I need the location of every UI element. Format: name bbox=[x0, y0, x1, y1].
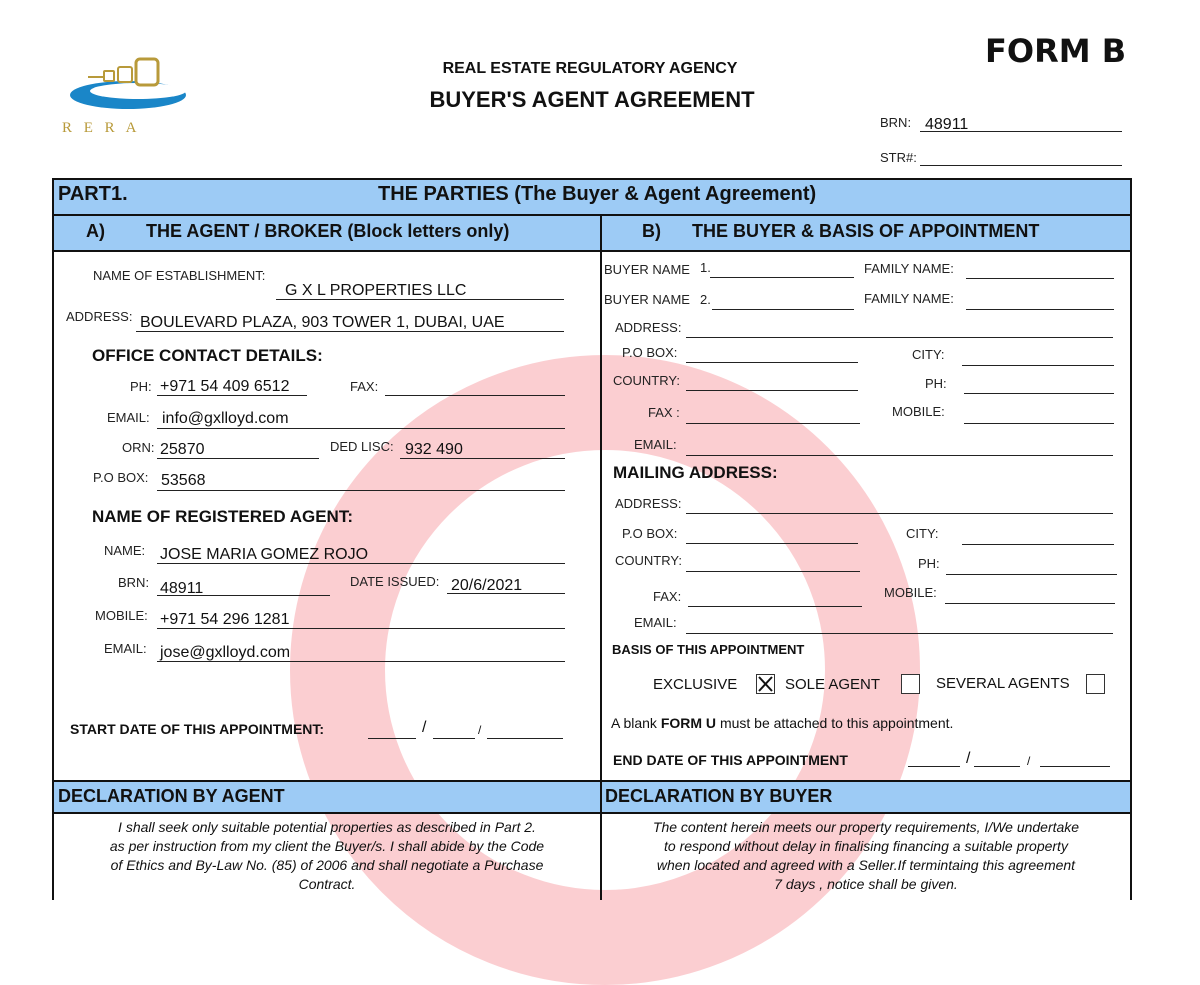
agent-text-line-2: as per instruction from my client the Buyer/s. I shall abide by the Code bbox=[109, 838, 545, 854]
mailing-address-label: ADDRESS: bbox=[615, 496, 682, 511]
address-value[interactable]: BOULEVARD PLAZA, 903 TOWER 1, DUBAI, UAE bbox=[140, 314, 505, 331]
mobile-value[interactable]: +971 54 296 1281 bbox=[160, 611, 290, 628]
form-u-note bbox=[611, 715, 953, 731]
declaration-agent-title: DECLARATION BY AGENT bbox=[58, 786, 285, 806]
end-date-sep-2: / bbox=[1027, 754, 1031, 768]
buyer2-label: BUYER NAME bbox=[604, 292, 690, 307]
start-date-year[interactable] bbox=[487, 738, 563, 739]
name-label: NAME: bbox=[104, 543, 146, 558]
end-date-sep-1: / bbox=[966, 750, 971, 767]
agent-email-value[interactable]: jose@gxlloyd.com bbox=[160, 644, 291, 661]
logo-letters: R E R A bbox=[62, 120, 141, 136]
form-u-post: must be attached to this appointment. bbox=[719, 715, 954, 731]
section-b-title: THE BUYER & BASIS OF APPOINTMENT bbox=[692, 221, 1040, 241]
end-date-day[interactable] bbox=[908, 766, 960, 767]
mailing-email-field[interactable] bbox=[686, 633, 1113, 634]
mailing-country-field[interactable] bbox=[686, 571, 860, 572]
form-u-bold: FORM U bbox=[660, 715, 717, 731]
buyer-ph-label: PH: bbox=[925, 376, 947, 391]
mailing-mobile-field[interactable] bbox=[945, 603, 1115, 604]
mobile-line bbox=[157, 628, 565, 629]
mailing-email-label: EMAIL: bbox=[634, 615, 677, 630]
mailing-city-field[interactable] bbox=[962, 544, 1114, 545]
buyer-pobox-field[interactable] bbox=[686, 362, 858, 363]
buyer-country-label: COUNTRY: bbox=[613, 373, 680, 388]
start-date-sep-2: / bbox=[478, 723, 482, 737]
agent-brn-value[interactable]: 48911 bbox=[160, 580, 204, 597]
email-line bbox=[157, 428, 565, 429]
declaration-agent-text bbox=[56, 818, 598, 894]
buyer-city-label: CITY: bbox=[912, 347, 945, 362]
email-value[interactable]: info@gxlloyd.com bbox=[162, 410, 289, 427]
establishment-value[interactable]: G X L PROPERTIES LLC bbox=[285, 282, 467, 299]
part1-label: PART1. bbox=[58, 183, 128, 205]
exclusive-checkbox[interactable] bbox=[756, 674, 775, 694]
sole-agent-label: SOLE AGENT bbox=[785, 676, 881, 693]
address-label: ADDRESS: bbox=[66, 309, 133, 324]
ph-value[interactable]: +971 54 409 6512 bbox=[160, 378, 290, 395]
check-x-icon bbox=[757, 675, 774, 693]
end-date-year[interactable] bbox=[1040, 766, 1110, 767]
mailing-pobox-field[interactable] bbox=[686, 543, 858, 544]
family-name-2-field[interactable] bbox=[966, 309, 1114, 310]
buyer-mobile-field[interactable] bbox=[964, 423, 1114, 424]
mailing-mobile-label: MOBILE: bbox=[884, 585, 937, 600]
str-label: STR#: bbox=[880, 150, 917, 165]
buyer-ph-field[interactable] bbox=[964, 393, 1114, 394]
buyer-text-line-3: when located and agreed with a Seller.If termintaing this agreement bbox=[656, 857, 1076, 873]
agent-brn-label: BRN: bbox=[118, 575, 150, 590]
office-contact-heading: OFFICE CONTACT DETAILS: bbox=[92, 346, 323, 365]
exclusive-label: EXCLUSIVE bbox=[653, 676, 738, 693]
buyer-address-label: ADDRESS: bbox=[615, 320, 682, 335]
mailing-fax-field[interactable] bbox=[688, 606, 862, 607]
buyer-text-line-4: 7 days , notice shall be given. bbox=[774, 876, 958, 892]
buyer-country-field[interactable] bbox=[686, 390, 858, 391]
ph-line bbox=[157, 395, 307, 396]
fax-field[interactable] bbox=[385, 395, 565, 396]
name-value[interactable]: JOSE MARIA GOMEZ ROJO bbox=[160, 546, 369, 563]
ded-value[interactable]: 932 490 bbox=[405, 441, 463, 458]
str-field[interactable] bbox=[920, 165, 1122, 166]
start-date-day[interactable] bbox=[368, 738, 416, 739]
ded-label: DED LISC: bbox=[330, 439, 394, 454]
several-agents-label: SEVERAL AGENTS bbox=[936, 675, 1070, 692]
several-agents-checkbox[interactable] bbox=[1086, 674, 1105, 694]
buyer1-name-field[interactable] bbox=[710, 277, 854, 278]
mailing-ph-field[interactable] bbox=[946, 574, 1117, 575]
agent-email-line bbox=[157, 661, 565, 662]
family-name-1-field[interactable] bbox=[966, 278, 1114, 279]
declaration-buyer-title: DECLARATION BY BUYER bbox=[605, 786, 833, 806]
name-line bbox=[157, 563, 565, 564]
brn-label: BRN: bbox=[880, 115, 912, 130]
basis-heading: BASIS OF THIS APPOINTMENT bbox=[612, 642, 805, 657]
page-title: BUYER'S AGENT AGREEMENT bbox=[429, 87, 755, 112]
buyer-email-field[interactable] bbox=[686, 455, 1113, 456]
mailing-pobox-label: P.O BOX: bbox=[622, 526, 678, 541]
fax-label: FAX: bbox=[350, 379, 379, 394]
date-issued-value[interactable]: 20/6/2021 bbox=[451, 577, 523, 594]
pobox-label: P.O BOX: bbox=[93, 470, 149, 485]
address-line bbox=[136, 331, 564, 332]
family-name-2-label: FAMILY NAME: bbox=[864, 291, 954, 306]
mailing-address-field[interactable] bbox=[686, 513, 1113, 514]
pobox-value[interactable]: 53568 bbox=[161, 472, 206, 489]
establishment-label: NAME OF ESTABLISHMENT: bbox=[93, 268, 266, 283]
orn-value[interactable]: 25870 bbox=[160, 441, 205, 458]
form-u-pre: A blank bbox=[611, 715, 657, 731]
buyer-text-line-2: to respond without delay in finalising financing a suitable property bbox=[664, 838, 1068, 854]
agent-text-line-4: Contract. bbox=[298, 876, 356, 892]
section-b-letter: B) bbox=[642, 221, 661, 241]
sole-agent-checkbox[interactable] bbox=[901, 674, 920, 694]
buyer-fax-field[interactable] bbox=[686, 423, 860, 424]
buyer-fax-label: FAX : bbox=[648, 405, 680, 420]
end-date-month[interactable] bbox=[974, 766, 1020, 767]
registered-agent-heading: NAME OF REGISTERED AGENT: bbox=[92, 507, 353, 526]
buyer-city-field[interactable] bbox=[962, 365, 1114, 366]
buyer-email-label: EMAIL: bbox=[634, 437, 677, 452]
agent-brn-line bbox=[157, 595, 330, 596]
mailing-ph-label: PH: bbox=[918, 556, 940, 571]
ded-line bbox=[400, 458, 565, 459]
part1-title: THE PARTIES (The Buyer & Agent Agreement) bbox=[378, 183, 817, 205]
brn-value[interactable]: 48911 bbox=[925, 116, 969, 133]
buyer-mobile-label: MOBILE: bbox=[892, 404, 945, 419]
buyer1-num: 1. bbox=[700, 260, 711, 275]
start-date-month[interactable] bbox=[433, 738, 475, 739]
mailing-heading: MAILING ADDRESS: bbox=[613, 463, 778, 482]
family-name-1-label: FAMILY NAME: bbox=[864, 261, 954, 276]
orn-label: ORN: bbox=[122, 440, 155, 455]
end-date-label: END DATE OF THIS APPOINTMENT bbox=[613, 752, 848, 768]
date-issued-line bbox=[447, 593, 565, 594]
start-date-label: START DATE OF THIS APPOINTMENT: bbox=[70, 721, 325, 737]
section-a-title: THE AGENT / BROKER (Block letters only) bbox=[146, 221, 510, 241]
date-issued-label: DATE ISSUED: bbox=[350, 574, 440, 589]
buyer-text-line-1: The content herein meets our property requirements, I/We undertake bbox=[652, 819, 1080, 835]
buyer2-name-field[interactable] bbox=[712, 309, 854, 310]
establishment-line bbox=[276, 299, 564, 300]
agent-email-label: EMAIL: bbox=[104, 641, 147, 656]
mobile-label: MOBILE: bbox=[95, 608, 148, 623]
form-label: FORM B bbox=[985, 32, 1127, 70]
section-a-letter: A) bbox=[86, 221, 105, 241]
mailing-fax-label: FAX: bbox=[653, 589, 682, 604]
email-label: EMAIL: bbox=[107, 410, 150, 425]
orn-line bbox=[157, 458, 319, 459]
agency-name: REAL ESTATE REGULATORY AGENCY bbox=[442, 60, 738, 77]
mailing-city-label: CITY: bbox=[906, 526, 939, 541]
declaration-buyer-text bbox=[604, 818, 1128, 894]
agent-text-line-1: I shall seek only suitable potential properties as described in Part 2. bbox=[118, 819, 536, 835]
buyer2-num: 2. bbox=[700, 292, 711, 307]
agent-text-line-3: of Ethics and By-Law No. (85) of 2006 and shall negotiate a Purchase bbox=[110, 857, 544, 873]
brn-line bbox=[920, 131, 1122, 132]
buyer1-label: BUYER NAME bbox=[604, 262, 690, 277]
pobox-line bbox=[157, 490, 565, 491]
buyer-address-field[interactable] bbox=[686, 337, 1113, 338]
mailing-country-label: COUNTRY: bbox=[615, 553, 682, 568]
start-date-sep-1: / bbox=[422, 719, 427, 736]
buyer-pobox-label: P.O BOX: bbox=[622, 345, 678, 360]
ph-label: PH: bbox=[130, 379, 152, 394]
